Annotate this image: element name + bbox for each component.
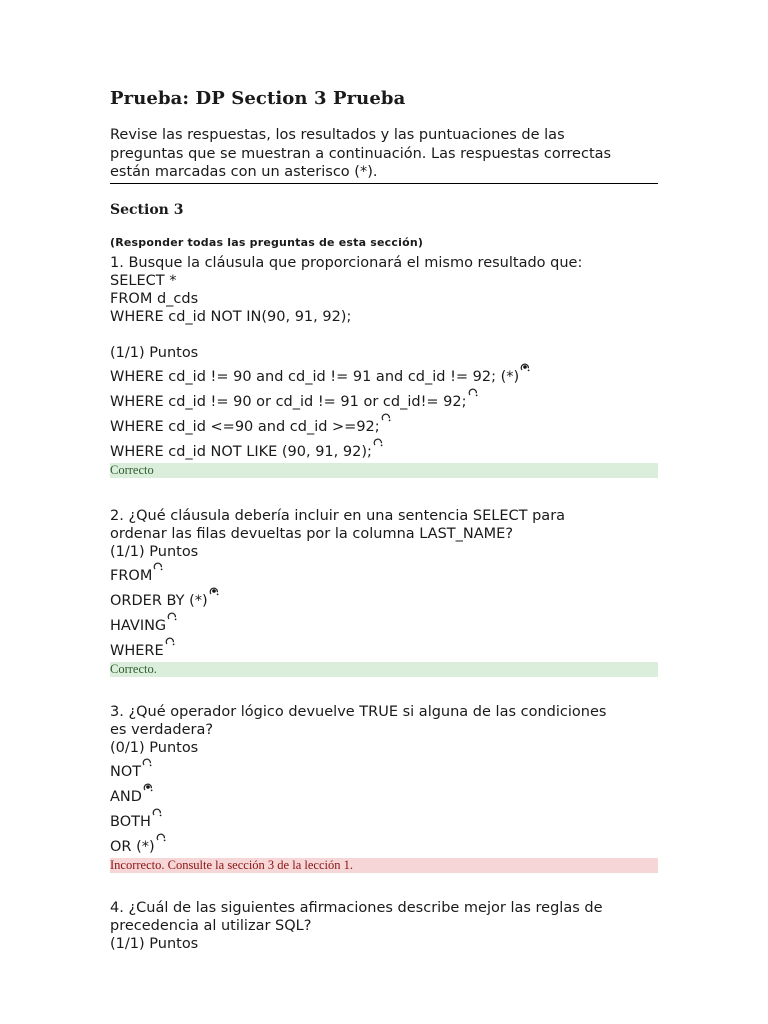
radio-unselected-icon[interactable] xyxy=(142,757,151,766)
intro-line: Revise las respuestas, los resultados y las puntuaciones de las xyxy=(110,127,565,143)
answer-option[interactable] xyxy=(110,561,658,586)
answer-option-label: WHERE cd_id != 90 and cd_id != 91 and cd_id != 92; (*) xyxy=(110,368,520,385)
question-points: (0/1) Puntos xyxy=(110,739,199,756)
question-1 xyxy=(110,254,658,478)
radio-unselected-icon[interactable] xyxy=(165,636,174,645)
quiz-review-page xyxy=(110,86,658,953)
feedback-correct: Correcto. xyxy=(110,662,658,677)
answer-options xyxy=(110,561,658,661)
answer-option[interactable] xyxy=(110,362,658,387)
question-code-line: WHERE cd_id NOT IN(90, 91, 92); xyxy=(110,308,352,325)
answer-option-label: FROM xyxy=(110,567,153,584)
question-text: es verdadera? xyxy=(110,721,214,738)
section-instruction: (Responder todas las preguntas de esta sección) xyxy=(110,235,424,249)
intro-line: están marcadas con un asterisco (*). xyxy=(110,164,378,180)
radio-unselected-icon[interactable] xyxy=(167,611,176,620)
intro-text xyxy=(110,126,658,184)
question-text: ordenar las filas devueltas por la columna LAST_NAME? xyxy=(110,525,514,542)
question-points: (1/1) Puntos xyxy=(110,344,199,361)
radio-unselected-icon[interactable] xyxy=(468,387,477,396)
answer-option[interactable] xyxy=(110,437,658,462)
intro-line: preguntas que se muestran a continuación. Las respuestas correctas xyxy=(110,145,612,162)
answer-option[interactable] xyxy=(110,586,658,611)
question-text: 3. ¿Qué operador lógico devuelve TRUE si alguna de las condiciones xyxy=(110,703,607,720)
answer-option-label: WHERE cd_id <=90 and cd_id >=92; xyxy=(110,418,380,435)
answer-option-label: WHERE cd_id != 90 or cd_id != 91 or cd_id!= 92; xyxy=(110,393,467,410)
radio-unselected-icon[interactable] xyxy=(153,561,162,570)
answer-option[interactable] xyxy=(110,387,658,412)
question-text: 2. ¿Qué cláusula debería incluir en una sentencia SELECT para xyxy=(110,507,566,524)
answer-option-label: AND xyxy=(110,788,142,805)
radio-unselected-icon[interactable] xyxy=(156,832,165,841)
question-points: (1/1) Puntos xyxy=(110,543,199,560)
answer-option-label: WHERE cd_id NOT LIKE (90, 91, 92); xyxy=(110,443,372,460)
answer-option[interactable] xyxy=(110,832,658,857)
answer-options xyxy=(110,362,658,462)
radio-selected-icon[interactable] xyxy=(143,782,152,791)
answer-option[interactable] xyxy=(110,757,658,782)
question-2 xyxy=(110,507,658,677)
feedback-incorrect: Incorrecto. Consulte la sección 3 de la lección 1. xyxy=(110,858,658,873)
answer-option-label: NOT xyxy=(110,763,142,780)
radio-selected-icon[interactable] xyxy=(520,362,529,371)
radio-selected-icon[interactable] xyxy=(209,586,218,595)
answer-options xyxy=(110,757,658,857)
question-text: 4. ¿Cuál de las siguientes afirmaciones describe mejor las reglas de xyxy=(110,899,603,916)
radio-unselected-icon[interactable] xyxy=(381,412,390,421)
answer-option-label: ORDER BY (*) xyxy=(110,592,208,609)
answer-option[interactable] xyxy=(110,782,658,807)
question-3 xyxy=(110,703,658,873)
answer-option-label: BOTH xyxy=(110,813,151,830)
question-points: (1/1) Puntos xyxy=(110,935,199,952)
radio-unselected-icon[interactable] xyxy=(152,807,161,816)
radio-unselected-icon[interactable] xyxy=(373,437,382,446)
page-title: Prueba: DP Section 3 Prueba xyxy=(110,88,406,109)
answer-option-label: WHERE xyxy=(110,642,164,659)
question-text: precedencia al utilizar SQL? xyxy=(110,917,312,934)
question-text: 1. Busque la cláusula que proporcionará el mismo resultado que: xyxy=(110,254,583,271)
section-title: Section 3 xyxy=(110,201,184,218)
question-code-line: SELECT * xyxy=(110,272,177,289)
answer-option[interactable] xyxy=(110,412,658,437)
answer-option[interactable] xyxy=(110,636,658,661)
question-4 xyxy=(110,899,658,953)
answer-option[interactable] xyxy=(110,807,658,832)
question-code-line: FROM d_cds xyxy=(110,290,199,307)
answer-option-label: OR (*) xyxy=(110,838,155,855)
feedback-correct: Correcto xyxy=(110,463,658,478)
answer-option[interactable] xyxy=(110,611,658,636)
answer-option-label: HAVING xyxy=(110,617,167,634)
